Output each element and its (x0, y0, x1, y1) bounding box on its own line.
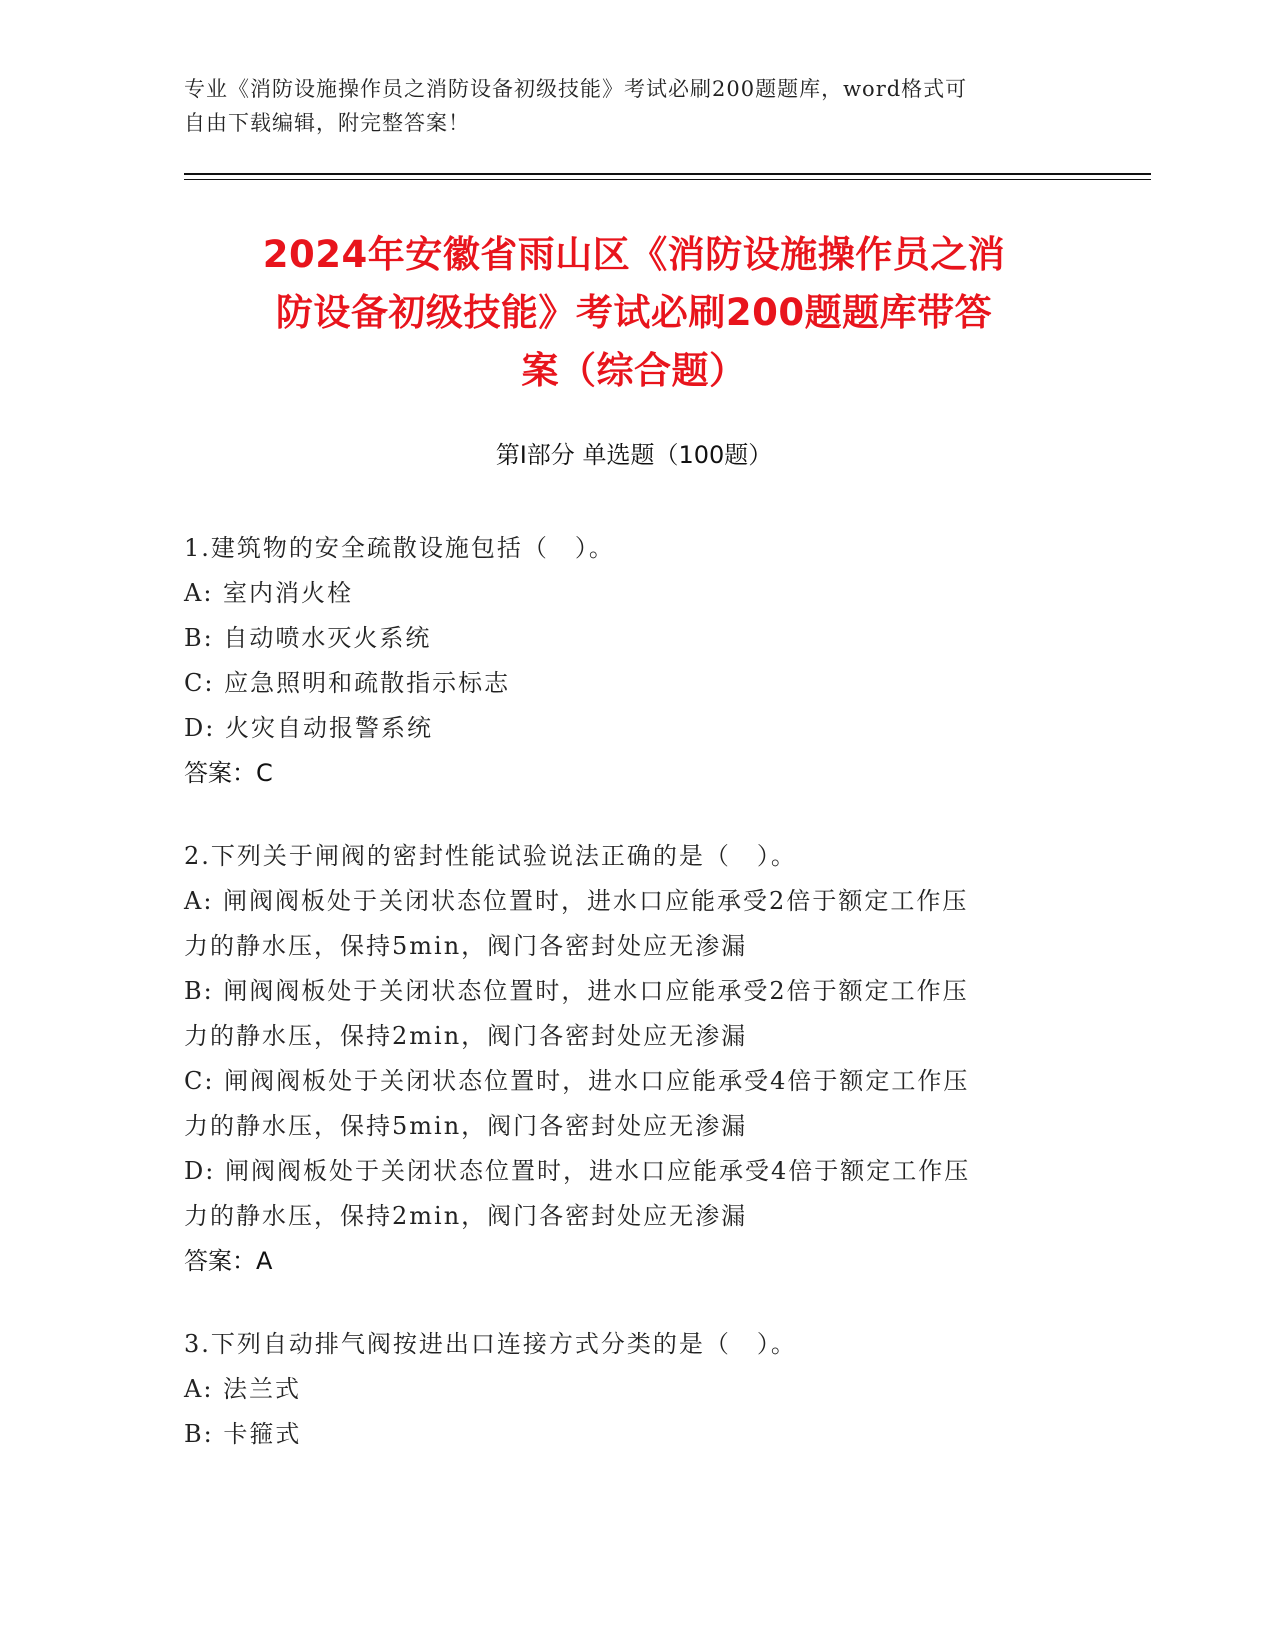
option-c-continued: 力的静水压，保持5min，阀门各密封处应无渗漏 (184, 1112, 748, 1140)
document-title (184, 226, 1084, 400)
question-2 (184, 834, 1084, 1284)
option-a: A: 法兰式 (184, 1375, 302, 1403)
document-title-line-3: 案（综合题） (521, 349, 747, 392)
answer: 答案：A (184, 1247, 273, 1275)
option-c: C: 闸阀阀板处于关闭状态位置时，进水口应能承受4倍于额定工作压 (184, 1067, 970, 1095)
document-title-line-2: 防设备初级技能》考试必刷200题题库带答 (275, 291, 993, 334)
option-c: C: 应急照明和疏散指示标志 (184, 669, 511, 697)
option-a: A: 闸阀阀板处于关闭状态位置时，进水口应能承受2倍于额定工作压 (184, 887, 969, 915)
answer: 答案：C (184, 759, 273, 787)
header-note (184, 72, 1084, 140)
option-b: B: 卡箍式 (184, 1420, 302, 1448)
option-b: B: 闸阀阀板处于关闭状态位置时，进水口应能承受2倍于额定工作压 (184, 977, 969, 1005)
option-d-continued: 力的静水压，保持2min，阀门各密封处应无渗漏 (184, 1202, 748, 1230)
document-title-line-1: 2024年安徽省雨山区《消防设施操作员之消 (262, 233, 1006, 276)
question-3 (184, 1322, 1084, 1457)
option-a-continued: 力的静水压，保持5min，阀门各密封处应无渗漏 (184, 932, 748, 960)
question-stem: 1.建筑物的安全疏散设施包括（ ）。 (184, 534, 615, 562)
question-list (184, 526, 1084, 1495)
header-note-line-2: 自由下载编辑，附完整答案！ (184, 111, 470, 135)
option-a: A: 室内消火栓 (184, 579, 354, 607)
header-divider-thin (184, 179, 1151, 180)
question-stem: 2.下列关于闸阀的密封性能试验说法正确的是（ ）。 (184, 842, 797, 870)
section-title: 第Ⅰ部分 单选题（100题） (495, 441, 773, 469)
option-d: D: 火灾自动报警系统 (184, 714, 433, 742)
header-note-line-1: 专业《消防设施操作员之消防设备初级技能》考试必刷200题题库，word格式可 (184, 77, 968, 101)
question-1 (184, 526, 1084, 796)
question-stem: 3.下列自动排气阀按进出口连接方式分类的是（ ）。 (184, 1330, 797, 1358)
option-b-continued: 力的静水压，保持2min，阀门各密封处应无渗漏 (184, 1022, 748, 1050)
option-d: D: 闸阀阀板处于关闭状态位置时，进水口应能承受4倍于额定工作压 (184, 1157, 971, 1185)
header-divider-thick (184, 173, 1151, 175)
option-b: B: 自动喷水灭火系统 (184, 624, 432, 652)
